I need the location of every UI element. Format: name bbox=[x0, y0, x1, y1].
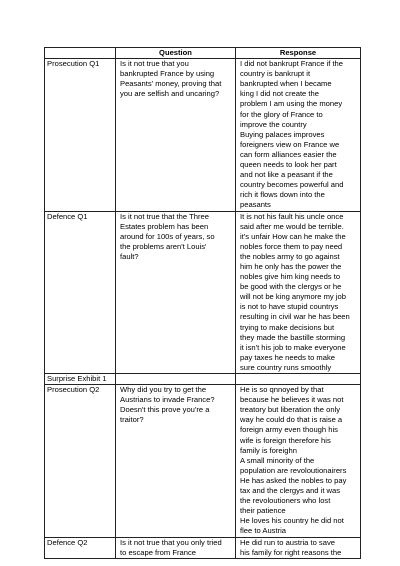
response-line: sure country runs smoothly bbox=[240, 362, 332, 372]
question-cell bbox=[116, 211, 236, 374]
table-row bbox=[45, 59, 361, 211]
response-line: way he could do that is raise a bbox=[240, 415, 343, 425]
response-line: it's unfair How can he make the bbox=[240, 231, 346, 241]
response-line: country is bankrupt it bbox=[240, 69, 311, 79]
response-line: problem I am using the money bbox=[240, 99, 343, 109]
response-line: improve the country bbox=[240, 119, 307, 129]
response-line: He did run to austria to save bbox=[240, 537, 335, 547]
question-cell bbox=[116, 374, 236, 385]
response-line: for the glory of France to bbox=[240, 109, 323, 119]
response-line: resulting in civil war he has been bbox=[240, 312, 350, 322]
question-cell bbox=[116, 59, 236, 211]
response-line: I did not bankrupt France if the bbox=[240, 59, 343, 69]
question-line: Austrians to invade France? bbox=[120, 395, 215, 405]
response-line: will not be king anymore my job bbox=[240, 292, 346, 302]
question-line: Is it not true that you bbox=[120, 59, 189, 69]
response-line: be good with the clergys or he bbox=[240, 282, 342, 292]
response-line: It is not his fault his uncle once bbox=[240, 211, 344, 221]
question-cell bbox=[116, 537, 236, 558]
response-line: He is so qnnoyed by that bbox=[240, 385, 324, 395]
response-cell bbox=[236, 537, 361, 558]
document-page bbox=[44, 47, 360, 559]
response-line: is not to have stupid countrys bbox=[240, 302, 339, 312]
table-row bbox=[45, 385, 361, 537]
question-line: you are selfish and uncaring? bbox=[120, 89, 220, 99]
table-row bbox=[45, 537, 361, 558]
response-line: queen needs to look her part bbox=[240, 160, 337, 170]
header-question: Question bbox=[116, 48, 236, 59]
response-line: the nobles army to go against bbox=[240, 251, 340, 261]
response-line: peasants bbox=[240, 200, 271, 210]
response-line: him he only has the power the bbox=[240, 261, 342, 271]
response-line: nobles give him king needs to bbox=[240, 272, 341, 282]
row-label: Surprise Exhibit 1 bbox=[45, 374, 116, 385]
response-line: wife is foreign therefore his bbox=[240, 435, 331, 445]
question-line: Doesn't this prove you're a bbox=[120, 405, 210, 415]
table-row bbox=[45, 374, 361, 385]
question-line: to escape from France bbox=[120, 547, 196, 557]
response-line: family is foreighn bbox=[240, 445, 297, 455]
response-line: they made the bastille storming bbox=[240, 332, 346, 342]
response-line: foreigners view on France we bbox=[240, 139, 340, 149]
row-label: Prosecution Q1 bbox=[45, 59, 116, 211]
header-response: Response bbox=[236, 48, 361, 59]
response-line: can form alliances easier the bbox=[240, 149, 337, 159]
question-line: bankrupted France by using bbox=[120, 69, 215, 79]
question-cell bbox=[116, 385, 236, 537]
row-label: Defence Q1 bbox=[45, 211, 116, 374]
response-line: He loves his country he did not bbox=[240, 516, 344, 526]
response-line: nobles force them to pay need bbox=[240, 241, 343, 251]
trial-table bbox=[44, 47, 361, 559]
response-line: population are revoloutionairers bbox=[240, 465, 347, 475]
response-line: A small minority of the bbox=[240, 455, 315, 465]
response-line: their patience bbox=[240, 506, 286, 516]
response-line: said after me would be terrible. bbox=[240, 221, 344, 231]
table-row bbox=[45, 211, 361, 374]
header-row bbox=[45, 48, 361, 59]
response-cell bbox=[236, 59, 361, 211]
question-line: fault? bbox=[120, 251, 139, 261]
response-line: because he believes it was not bbox=[240, 395, 344, 405]
response-line: it isn't his job to make everyone bbox=[240, 342, 346, 352]
question-line: around for 100s of years, so bbox=[120, 231, 215, 241]
response-line: He has asked the nobles to pay bbox=[240, 475, 347, 485]
question-line: traitor? bbox=[120, 415, 144, 425]
response-line: and not like a peasant if the bbox=[240, 170, 333, 180]
response-line: trying to make decisions but bbox=[240, 322, 335, 332]
response-line: the revoloutioners who lost bbox=[240, 496, 331, 506]
response-line: Buying palaces improves bbox=[240, 129, 325, 139]
response-line: flee to Austria bbox=[240, 526, 287, 536]
response-cell bbox=[236, 374, 361, 385]
response-line: bankrupted when I became bbox=[240, 79, 332, 89]
response-line: treatory but liberation the only bbox=[240, 405, 341, 415]
question-line: Estates problem has been bbox=[120, 221, 209, 231]
question-line: Is it not true that you only tried bbox=[120, 537, 222, 547]
response-line: rich it flows down into the bbox=[240, 190, 325, 200]
row-label: Prosecution Q2 bbox=[45, 385, 116, 537]
response-cell bbox=[236, 385, 361, 537]
response-line: country becomes powerful and bbox=[240, 180, 344, 190]
response-line: pay taxes he needs to make bbox=[240, 352, 335, 362]
response-line: his family for right reasons the bbox=[240, 547, 342, 557]
header-blank bbox=[45, 48, 116, 59]
question-line: Why did you try to get the bbox=[120, 385, 207, 395]
response-line: tax and the clergys and it was bbox=[240, 486, 341, 496]
row-label: Defence Q2 bbox=[45, 537, 116, 558]
question-line: Is it not true that the Three bbox=[120, 211, 209, 221]
question-line: Peasants' money, proving that bbox=[120, 79, 222, 89]
question-line: the problems aren't Louis' bbox=[120, 241, 207, 251]
response-line: foreign army even though his bbox=[240, 425, 338, 435]
response-cell bbox=[236, 211, 361, 374]
response-line: king I did not create the bbox=[240, 89, 319, 99]
